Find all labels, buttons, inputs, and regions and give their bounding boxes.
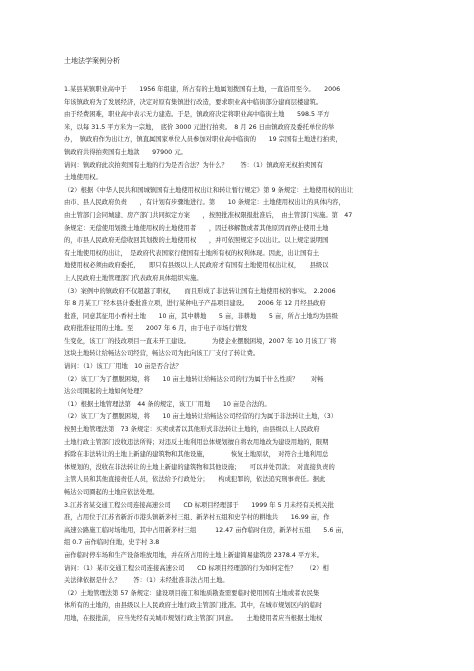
text-line: 由市、县人民政府负责 ，有计划有步骤地进行。第 10 条规定：土地使用权出让的具体内容， <box>64 199 345 207</box>
text-line: 准，占用位于江苏省新沂市港头镇新茅村三组、新茅村五组和史芋村的耕地共 16.99 亩，作 <box>64 514 330 522</box>
text-line: 的，市县人民政府无偿收回其划拨的土地使用权 ，并可依照规定予以出让。以上规定说明国 <box>64 237 329 245</box>
text-line: 体所有的土地的，由县级以上人民政府土地行政主管部门批准。其中，在城市规划区内的临时 <box>64 602 323 610</box>
text-line: 有土地使用权的出让， 是政府代表国家行使国有土地所有权的权利体现。因此，出让国有土 <box>64 249 320 257</box>
text-line: 条规定：无偿使用划拨土地使用权的土地使用者 ，因迁移解散或者其他原因而停止使用土地 <box>64 224 329 232</box>
text-line: （2）根据《中华人民共和国城镇国有土地使用权出让和转让暂行规定》第 9 条规定：土地使用权的出让 <box>64 186 354 194</box>
text-line: 3.江苏省某交通工程公司连接高速公司 CD 标项目经理部于 1999 年 5 月未经有关机关批 <box>64 501 334 509</box>
text-line: 主管人员和其他直接责任人员，依法给予行政处分； 构成犯罪的，依法追究刑事责任。据此 <box>64 476 326 484</box>
text-line: 按照土地管理法第 73 条规定：买卖或者以其他形式非法转让土地的，由县级以上人民政府 <box>64 426 320 434</box>
document-title: 土地法学案例分析 <box>64 57 120 65</box>
text-line: 拆除在非法转让的土地上新建的建筑物和其他设施， 恢复土地原状， 对符合土地利用总 <box>64 451 329 459</box>
text-line: 体规划的，没收在非法转让的土地上新建的建筑物和其他设施； 可以并处罚款； 对直接负责的 <box>64 463 335 471</box>
text-line: 高速公路施工临时场地用，其中占用新茅村三组 12.47 亩作临时住房，新茅村五组 5.6 亩， <box>64 526 348 534</box>
text-line: （1）根据土地管理法第 44 条的规定，该工厂用地 10 亩是合法的。 <box>64 400 271 408</box>
text-line: 由土管部门会同城建、房产部门共同拟定方案 ，按照批准权限报批准后， 由土管部门实施。第 47 <box>64 211 353 219</box>
text-line: （2）该工厂为了摆脱困境，将 10 亩土地转让给畅达公司的行为属于什么性质？ 对畅 <box>64 375 324 383</box>
text-line: 请问：镇政府此次拍卖国有土地的行为是否合法？为什么？ 答：（1）镇政府无权拍卖国有 <box>64 161 324 169</box>
text-line: 镇政府共得拍卖国有土地款 97900 元。 <box>64 148 187 156</box>
text-line: 这块土地转让给畅达公司经营，畅达公司为此向该工厂支付了转让费。 <box>64 350 260 358</box>
text-line: 生变化，该工厂的技改项目一直未开工建设。 为使企业摆脱困境，2007 年 10 月该工厂将 <box>64 337 337 345</box>
text-line: 由于经费困难，职业高中表示无力建造。于是，镇政府决定将职业高中临街土地 598.5 平方 <box>64 111 330 119</box>
text-line: 畅达公司圈起的土地应依法处理。 <box>64 489 159 496</box>
document-body <box>64 84 416 626</box>
text-line: 年该镇政府为了发展经济，决定对原有集镇进行改造，要求职业高中临街部分建商层楼建筑。 <box>64 98 323 106</box>
text-line: 土地使用权。 <box>64 174 102 182</box>
text-line: 年 8 月某工厂经本县计委批准立项，进行某种电子产品项目建设。 2006 年 12 月经县政府 <box>64 300 326 308</box>
text-line: 办， 镇政府作为出让方，镇直属国家单位人员参加对职业高中临街的 19 宗国有土地进行拍卖， <box>64 136 342 144</box>
text-line: （2）土地管理法第 57 条规定：建设项目施工和地质勘查需要临时使用国有土地或者农民集 <box>64 589 320 597</box>
text-line: 请问：（1）某市交通工程公司连接高速公司 CD 标项目经理部的行为如何定性？ （2）相 <box>64 564 329 572</box>
text-line: 土地行政主管部门没收违法所得；对违反土地利用总体规划擅自将农用地改为建设用地的，限期 <box>64 438 329 446</box>
text-line: 批准，同意其征用小香村土地 10 亩，其中耕地 5 亩，非耕地 5 亩，所占土地均为县级 <box>64 312 338 320</box>
text-line: 政府批准征用的土地。至 2007 年 6 月，由于电子市场行情发 <box>64 325 248 333</box>
text-line: 关法律依据是什么？ 答：（1）未经批准非法占用土地。 <box>64 577 229 585</box>
text-line: 请问：（1）该工厂用地 10 亩是否合法？ <box>64 363 182 371</box>
text-line: 用地，在报批前， 应当先经有关城市规划行政主管部门同意。 土地使用者应当根据土地权 <box>64 614 323 622</box>
text-line: （3）案例中的镇政府不仅超越了职权， 而且形成了非法转让国有土地使用权的事实。 2.2006 <box>64 287 336 295</box>
text-line: （2）该工厂为了摆脱困境，将 10 亩土地转让给畅达公司经营的行为属于非法转让土地，（3） <box>64 413 338 421</box>
text-line: 地使用权必须由政府委托， 即只有县级以上人民政府才有国有土地使用权出让权， 县级以 <box>64 262 329 270</box>
text-line: 米，以每 31.5 平方米为一宗地， 底价 3000 元进行拍卖。 8 月 26 日由镇政府及委托单位的举 <box>64 123 335 131</box>
text-line: 亩作临时停车场和生产设备堆放用地，并在所占用的土地上新建简易建筑房 2378.4 平方米。 <box>64 551 324 559</box>
text-line: 1.某县某镇职业高中于 1956 年组建，所占有的土地属划拨国有土地，一直沿用至今。 2006 <box>64 86 341 93</box>
text-line: 组 0.7 亩作临时住地，史芋村 3.8 <box>64 539 160 547</box>
text-line: 达公司圈起的土地如何处理？ <box>64 388 146 396</box>
text-line: 上人民政府土地管理部门代表政府具体组织实施。 <box>64 274 203 282</box>
